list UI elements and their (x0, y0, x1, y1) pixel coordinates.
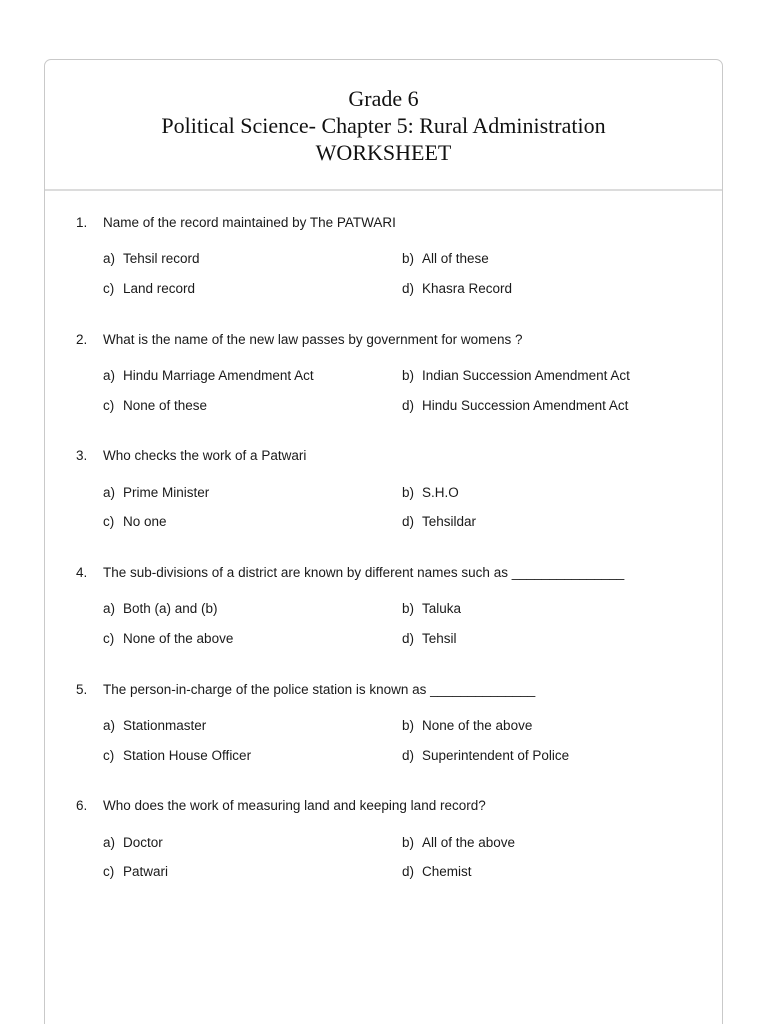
option-d: d) Hindu Succession Amendment Act (402, 398, 629, 413)
question-text: The sub-divisions of a district are known by different names such as _______________ (103, 565, 625, 580)
option-c: c) None of the above (103, 631, 234, 646)
option-b: b) All of the above (402, 835, 516, 850)
question-number: 6. (76, 798, 88, 813)
option-d: d) Khasra Record (402, 281, 513, 296)
option-c: c) Patwari (103, 864, 169, 879)
chapter-title: Political Science- Chapter 5: Rural Administration (161, 113, 606, 138)
option-a: a) Stationmaster (103, 718, 207, 733)
option-c: c) Land record (103, 281, 196, 296)
question-number: 1. (76, 215, 88, 230)
option-a: a) Both (a) and (b) (103, 601, 218, 616)
question-text: What is the name of the new law passes by government for womens ? (103, 332, 523, 347)
option-b: b) None of the above (402, 718, 533, 733)
grade-title: Grade 6 (348, 86, 419, 111)
question-number: 3. (76, 448, 88, 463)
question-text: Name of the record maintained by The PATWARI (103, 215, 396, 230)
worksheet-header (45, 60, 722, 191)
option-d: d) Tehsildar (402, 514, 477, 529)
option-a: a) Doctor (103, 835, 163, 850)
option-b: b) All of these (402, 251, 489, 266)
question-text: The person-in-charge of the police station is known as ______________ (103, 682, 536, 697)
question-text: Who checks the work of a Patwari (103, 448, 307, 463)
question-number: 5. (76, 682, 88, 697)
option-a: a) Prime Minister (103, 485, 210, 500)
option-d: d) Tehsil (402, 631, 457, 646)
option-b: b) Taluka (402, 601, 462, 616)
option-c: c) Station House Officer (103, 748, 252, 763)
worksheet-page (44, 59, 723, 1024)
option-b: b) Indian Succession Amendment Act (402, 368, 630, 383)
option-d: d) Chemist (402, 864, 472, 879)
question-text: Who does the work of measuring land and keeping land record? (103, 798, 486, 813)
question-number: 4. (76, 565, 88, 580)
option-d: d) Superintendent of Police (402, 748, 570, 763)
option-b: b) S.H.O (402, 485, 459, 500)
worksheet-title: WORKSHEET (315, 140, 452, 165)
option-a: a) Tehsil record (103, 251, 200, 266)
question-number: 2. (76, 332, 88, 347)
option-c: c) None of these (103, 398, 208, 413)
option-c: c) No one (103, 514, 167, 529)
option-a: a) Hindu Marriage Amendment Act (103, 368, 314, 383)
